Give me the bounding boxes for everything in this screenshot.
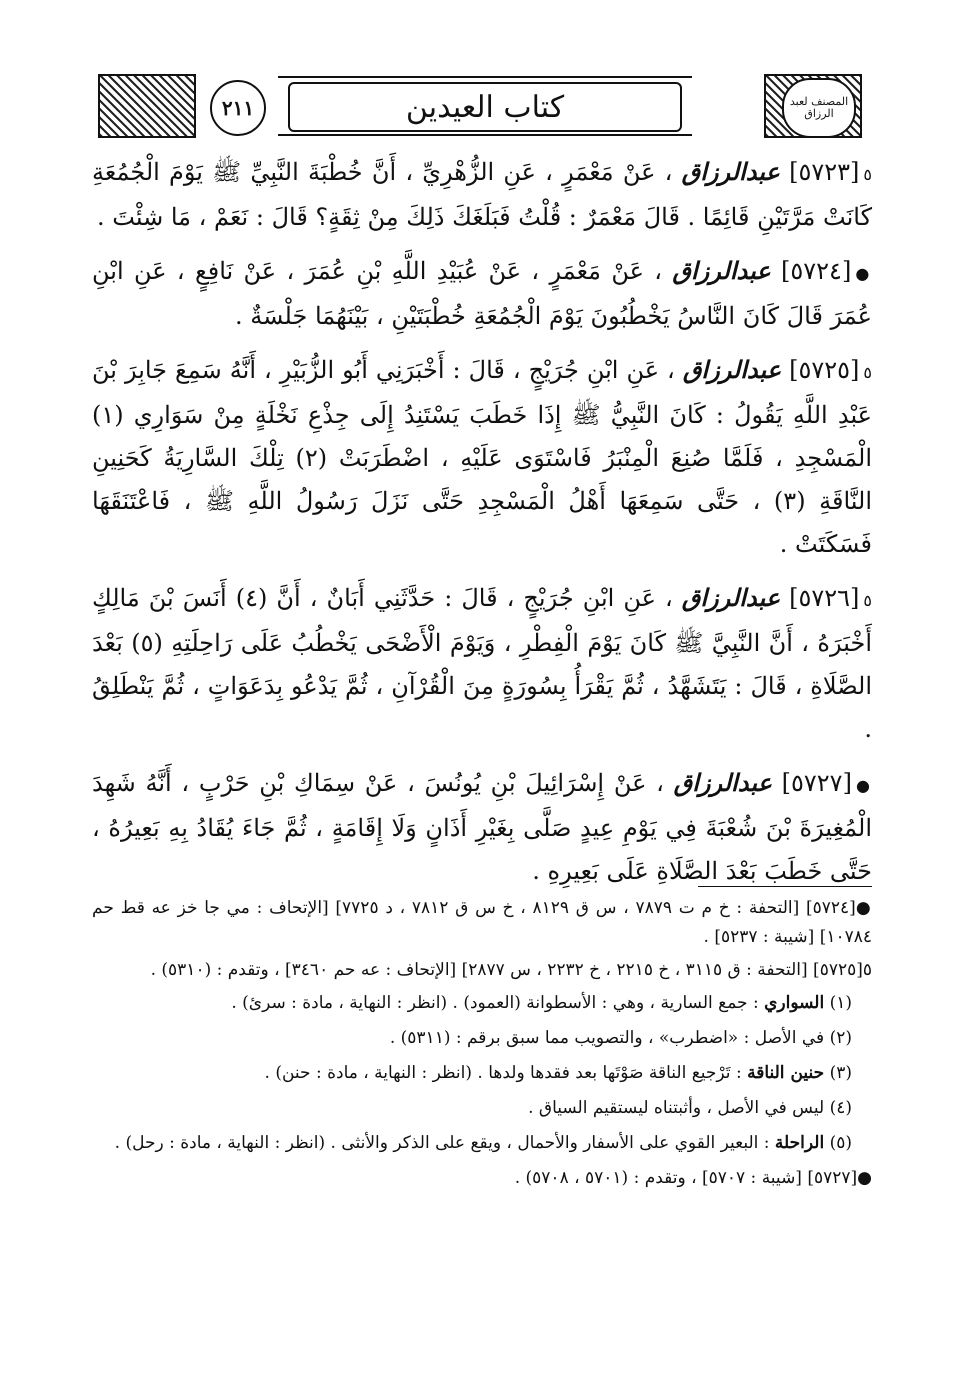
footnote-text: : البعير القوي على الأسفار والأحمال ، ويقع على الذكر والأنثى . (انظر : النهاية ، مادة : رحل) . [114,1133,770,1153]
footnote [92,1129,872,1158]
hadith-number: [٥٧٢٣] [789,158,860,186]
header-rule-top [278,76,692,78]
hadith-text: ، عَنِ ابْنِ جُرَيْجٍ ، قَالَ : حَدَّثَنِي أَبَانٌ ، أَنَّ (٤) أَنَسَ بْنَ مَالِكٍ أَخْبَرَهُ ، أَنَّ النَّبِيَّ ﷺ كَانَ يَوْمَ الْفِطْرِ ، وَيَوْمَ الْأَضْحَى يَخْطُبُ عَلَى رَاحِلَتِهِ (٥) بَعْدَ الصَّلَاةِ ، قَالَ : يَتَشَهَّدُ ، ثُمَّ يَقْرَأُ بِسُورَةٍ مِنَ الْقُرْآنِ ، ثُمَّ يَدْعُو بِدَعَوَاتٍ ، ثُمَّ يَنْطَلِقُ . [92,584,872,743]
hadith-entry [92,348,872,566]
footnotes-section [92,894,872,1197]
footnote-text: : جمع السارية ، وهي : الأسطوانة (العمود) . (انظر : النهاية ، مادة : سرئ) . [231,993,759,1013]
footnote-number: (٢) [829,1028,852,1048]
footnote-number: (٤) [829,1098,852,1118]
hadith-number: [٥٧٢٥] [789,356,860,384]
footnote-separator [698,886,872,887]
takhrij-note [92,894,872,952]
hadith-entry [92,576,872,751]
page-header [98,74,862,138]
footnote-text: في الأصل : «اضطرب» ، والتصويب مما سبق برقم : (٥٣١١) . [389,1028,825,1048]
chapter-title: كتاب العيدين [288,82,682,132]
hadith-marker: ٥ [863,363,872,382]
footnote-term: السواري [764,993,825,1013]
takhrij-text: [٥٧٢٧] [شيبة : ٥٧٠٧] ، وتقدم : (٥٧٠١ ، ٥٧٠٨) . [514,1168,858,1188]
footnote-text: ليس في الأصل ، وأثبتناه ليستقيم السياق . [528,1098,825,1118]
hadith-text: ، عَنْ مَعْمَرٍ ، عَنِ الزُّهْرِيِّ ، أَنَّ خُطْبَةَ النَّبِيِّ ﷺ يَوْمَ الْجُمُعَةِ كَانَتْ مَرَّتَيْنِ قَائِمًا . قَالَ مَعْمَرٌ : قُلْتُ فَبَلَغَكَ ذَلِكَ مِنْ ثِقَةٍ؟ قَالَ : نَعَمْ ، مَا شِئْتَ . [92,158,872,231]
hadith-entry [92,150,872,239]
footnote-number: (٥) [829,1133,852,1153]
page-number: ٢١١ [210,80,266,136]
hadith-number: [٥٧٢٧] [781,769,852,797]
footnote [92,1024,872,1053]
footnote [92,989,872,1018]
footnote-term: الراحلة [774,1133,825,1153]
footnote [92,1059,872,1088]
hadith-narrator: عبدالرزاق [673,768,772,797]
header-ornament-left [98,74,196,138]
hadith-marker: ● [855,264,872,283]
footnote-number: (١) [829,993,852,1013]
takhrij-text: [٥٧٢٤] [التحفة : خ م ت ٧٨٧٩ ، س ق ٨١٢٩ ، خ س ق ٧٨١٢ ، د ٧٧٢٥] [الإتحاف : مي جا خز عه قط حم ١٠٧٨٤] [شيبة : ٥٢٣٧] . [92,898,872,947]
footnote [92,1094,872,1123]
takhrij-note [92,956,872,985]
footnote-number: (٣) [829,1063,852,1083]
hadith-text: ، عَنِ ابْنِ جُرَيْجٍ ، قَالَ : أَخْبَرَنِي أَبُو الزُّبَيْرِ ، أَنَّهُ سَمِعَ جَابِرَ بْنَ عَبْدِ اللَّهِ يَقُولُ : كَانَ النَّبِيُّ ﷺ إِذَا خَطَبَ يَسْتَنِدُ إِلَى جِذْعِ نَخْلَةٍ مِنْ سَوَارِي (١) الْمَسْجِدِ ، فَلَمَّا صُنِعَ الْمِنْبَرُ فَاسْتَوَى عَلَيْهِ ، اضْطَرَبَتْ (٢) تِلْكَ السَّارِيَةُ كَحَنِينِ النَّاقَةِ (٣) ، حَتَّى سَمِعَهَا أَهْلُ الْمَسْجِدِ حَتَّى نَزَلَ رَسُولُ اللَّهِ ﷺ ، فَاعْتَنَقَهَا فَسَكَتَتْ . [92,356,872,558]
hadith-narrator: عبدالرزاق [681,157,780,186]
hadith-narrator: عبدالرزاق [682,355,782,384]
footnote-text: : تَرْجيع الناقة صَوْتَها بعد فقدها ولدها . (انظر : النهاية ، مادة : حنن) . [264,1063,742,1083]
hadith-narrator: عبدالرزاق [681,583,781,612]
hadith-number: [٥٧٢٦] [789,584,860,612]
takhrij-marker: ● [857,1168,872,1188]
hadith-body [92,150,872,903]
hadith-entry [92,249,872,338]
book-logo: المصنف لعبد الرزاق [782,78,856,138]
hadith-entry [92,761,872,893]
takhrij-marker: ٥ [862,960,872,980]
hadith-text: ، عَنْ إِسْرَائِيلَ بْنِ يُونُسَ ، عَنْ سِمَاكِ بْنِ حَرْبٍ ، أَنَّهُ شَهِدَ الْمُغِيرَةَ بْنَ شُعْبَةَ فِي يَوْمِ عِيدٍ صَلَّى بِغَيْرِ أَذَانٍ وَلَا إِقَامَةٍ ، ثُمَّ جَاءَ يُقَادُ بِهِ بَعِيرُهُ ، حَتَّى خَطَبَ بَعْدَ الصَّلَاةِ عَلَى بَعِيرِهِ . [92,769,872,885]
hadith-marker: ٥ [863,165,872,184]
hadith-number: [٥٧٢٤] [781,257,852,285]
hadith-narrator: عبدالرزاق [672,256,771,285]
hadith-text: ، عَنْ مَعْمَرٍ ، عَنْ عُبَيْدِ اللَّهِ بْنِ عُمَرَ ، عَنْ نَافِعٍ ، عَنِ ابْنِ عُمَرَ قَالَ كَانَ النَّاسُ يَخْطُبُونَ يَوْمَ الْجُمُعَةِ خُطْبَتَيْنِ ، بَيْنَهُمَا جَلْسَةٌ . [92,257,872,330]
footnote-term: حنين الناقة [747,1063,825,1083]
takhrij-text: [٥٧٢٥] [التحفة : ق ٣١١٥ ، خ ٢٢١٥ ، خ ٢٢٣٢ ، س ٢٨٧٧] [الإتحاف : عه حم ٣٤٦٠] ، وتقدم : (٥٣١٠) . [150,960,863,980]
hadith-marker: ٥ [863,591,872,610]
closing-takhrij [92,1164,872,1193]
takhrij-marker: ● [855,898,872,918]
header-rule-bottom [278,134,692,136]
hadith-marker: ● [855,776,872,795]
